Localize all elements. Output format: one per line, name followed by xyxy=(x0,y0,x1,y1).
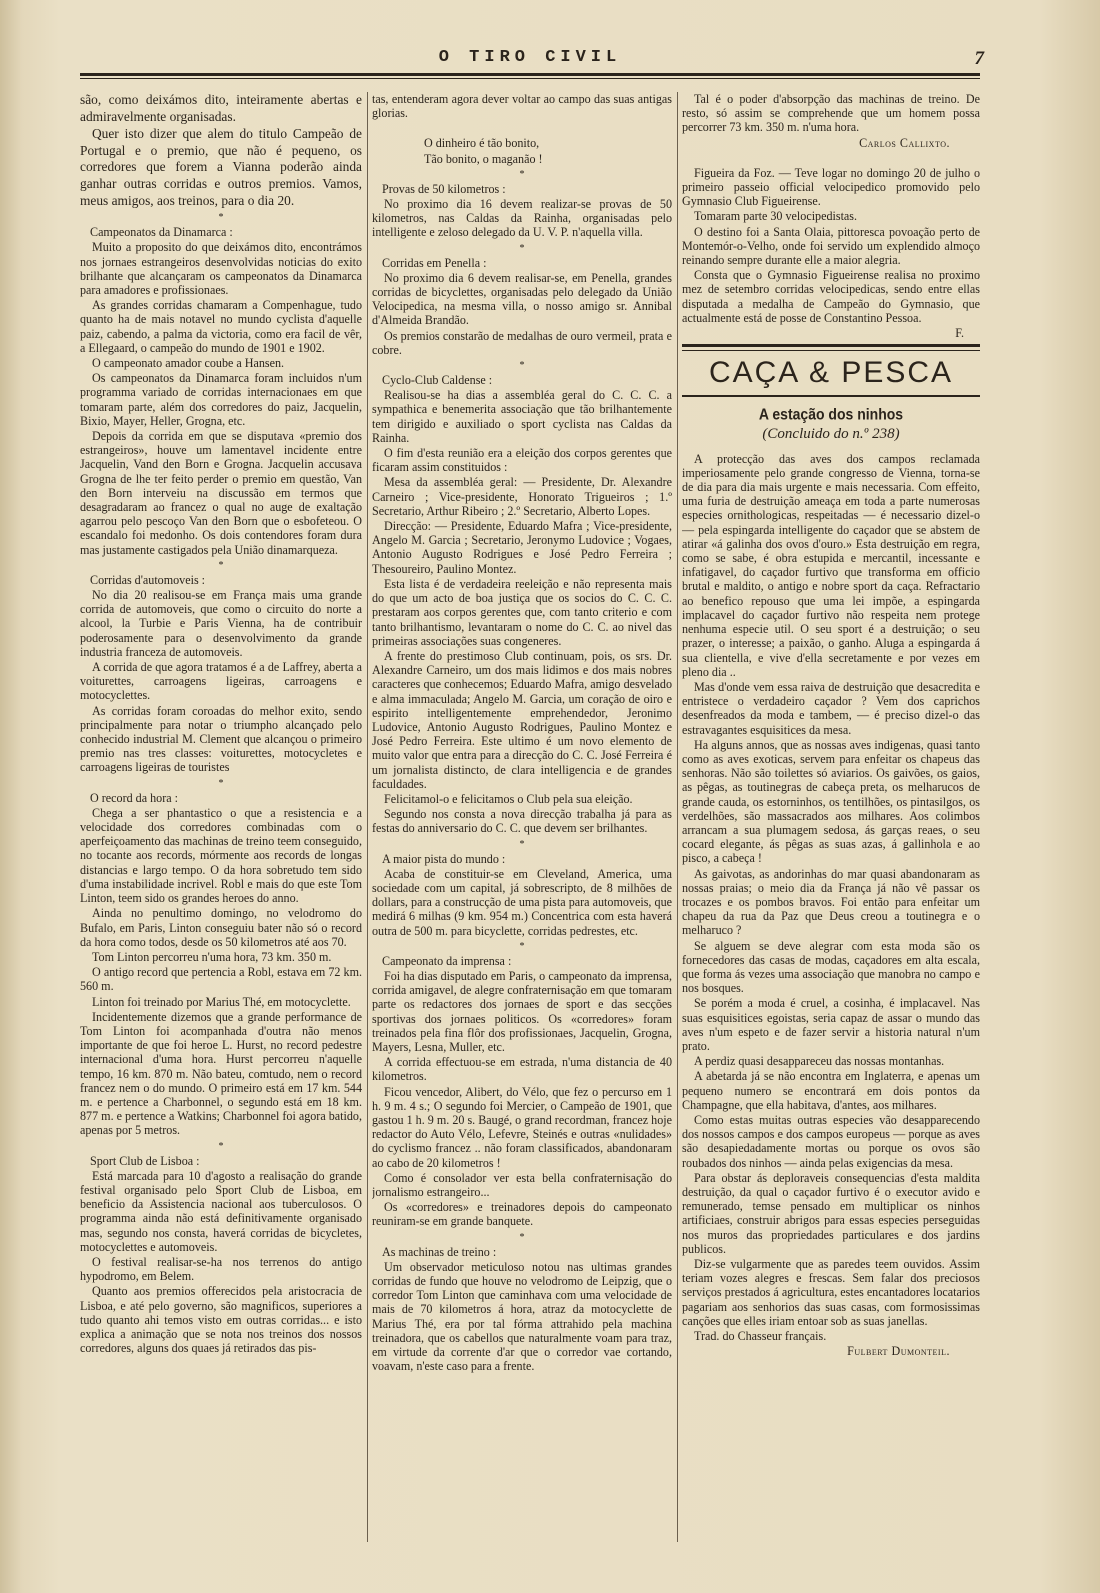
paragraph: Mas d'onde vem essa raiva de destruição que desacredita e entristece o verdadeiro caçador ? Vem dos caprichos desenfreados da moda e tambem, — é preciso dizel-o das estravagantes esquisitices da mesa. xyxy=(682,679,980,737)
paragraph: Ha alguns annos, que as nossas aves indigenas, quasi tanto como as aves exoticas, servem para enfeitar os chapeus das senhoras. Não são toilettes só aviarios. Os gaivões, os gaios, as pêgas, as toutinegras de cabeça preta, os melharucos de grande cauda, os estorninhos, os tentilhões, os pintasilgos, os verdelhões, são massacrados aos milhares. Aos colimbos arrancam a sua plumagem sedosa, ás garças reaes, o seu cocard elegante, ás pêgas as suas azas, á gallinhola e ao pisco, a cabeça ! xyxy=(682,737,980,866)
paragraph: A perdiz quasi desappareceu das nossas montanhas. xyxy=(694,1054,945,1069)
paragraph: Direcção: — Presidente, Eduardo Mafra ; Vice-presidente, Angelo M. Garcia ; Secretario, Jeronymo Ludovice ; Vogaes, Antonio Augusto Rodrigues e José Pedro Ferreira ; Thesoureiro, Paulino Montez. xyxy=(372,519,672,576)
paragraph: Felicitamol-o e felicitamos o Club pela sua eleição. xyxy=(384,791,633,806)
section-separator: * xyxy=(519,242,525,254)
section-separator: * xyxy=(519,940,525,952)
paragraph: Segundo nos consta a nova direcção trabalha já para as festas do anniversario do C. C. que devem ser brilhantes. xyxy=(372,807,672,836)
section-heading: Campeonatos da Dinamarca : xyxy=(90,225,233,240)
paragraph: Acaba de constituir-se em Cleveland, America, uma sociedade com um capital, já sobrescripto, de 8 milhões de dollars, para a construcção de uma pista para automoveis, que medirá 6 milhas (9 km. 954 m.) Concentrica com esta haverá outra de 500 m. para bicyclette, corridas pedrestes, etc. xyxy=(372,866,672,938)
section-heading: Provas de 50 kilometros : xyxy=(382,181,506,196)
section-heading: O record da hora : xyxy=(90,790,178,805)
section-heading: As machinas de treino : xyxy=(382,1244,497,1259)
column-divider xyxy=(367,92,368,1542)
verse-line: Tão bonito, o maganão ! xyxy=(424,151,543,166)
section-separator: * xyxy=(519,168,525,180)
paragraph: A corrida de que agora tratamos é a de Laffrey, aberta a voiturettes, carroagens ligeiras, carroagens e motocyclettes. xyxy=(80,660,362,703)
section-rule xyxy=(682,395,980,397)
paragraph: Incidentemente dizemos que a grande performance de Tom Linton foi acompanhada d'outra não menos importante de que foi heroe L. Hurst, no record pedestre internacional d'uma hora. Hurst percorreu n'aquelle tempo, 16 km. 870 m. Não bateu, comtudo, nem o record francez nem o do mundo. O primeiro está em 17 km. 544 m. e pertence a Charbonnel, o segundo está em 18 km. 877 m. e pertence a Watkins; Charbonnel foi agora batido, apenas por 5 metros. xyxy=(80,1009,362,1138)
column-3 xyxy=(682,92,980,1557)
header-rule-thin xyxy=(80,78,980,79)
section-separator: * xyxy=(218,212,224,224)
author-initial: F. xyxy=(955,326,964,341)
section-rule xyxy=(682,344,980,351)
paragraph: O antigo record que pertencia a Robl, estava em 72 km. 560 m. xyxy=(80,965,362,994)
paragraph: Se porém a moda é cruel, a cosinha, é implacavel. Nas suas esquisitices egoistas, seria capaz de assar o mundo das aves n'um espeto e de fazer servir a historia natural n'um prato. xyxy=(682,996,980,1053)
paragraph: No proximo dia 6 devem realisar-se, em Penella, grandes corridas de bicyclettes, organisadas pelo delegado da União Velocipedica, na mesma villa, o nosso amigo sr. Annibal d'Almeida Brandão. xyxy=(372,270,672,328)
paragraph: Os premios constarão de medalhas de ouro vermeil, prata e cobre. xyxy=(372,328,672,357)
paragraph: Foi ha dias disputado em Paris, o campeonato da imprensa, corrida amigavel, de alegre confraternisação em que tomaram parte os redactores dos jornaes de sport e das secções sportivas dos jornaes politicos. Os «corredores» foram treinados pela fina flôr dos profissionaes, Jacquelin, Grogna, Mayers, Lesna, Muller, etc. xyxy=(372,968,672,1054)
header-rule-thick xyxy=(80,73,980,76)
paragraph: Figueira da Foz. — Teve logar no domingo 20 de julho o primeiro passeio official velocipedico promovido pelo Gymnasio Club Figueirense. xyxy=(682,165,980,209)
section-heading: A maior pista do mundo : xyxy=(382,851,506,866)
verse-line: O dinheiro é tão bonito, xyxy=(424,136,540,151)
paragraph: O destino foi a Santa Olaia, pittoresca povoação perto de Montemór-o-Velho, onde foi servido um explendido almoço reinando sempre durante elle a maior alegria. xyxy=(682,224,980,268)
paragraph: Como é consolador ver esta bella confraternisação do jornalismo estrangeiro... xyxy=(372,1170,672,1200)
paragraph: O campeonato amador coube a Hansen. xyxy=(92,355,285,370)
section-heading: Cyclo-Club Caldense : xyxy=(382,373,493,388)
paragraph: são, como deixámos dito, inteiramente abertas e admiravelmente organisadas. xyxy=(80,92,362,124)
paragraph: Chega a ser phantastico o que a resistencia e a velocidade dos corredores combinadas com o aperfeiçoamento das machinas de treino teem conseguido, no tocante aos records, mórmente aos records de longas distancias e largo tempo. O da hora sobretudo tem sido d'uma instabilidade incrivel. Robl e mais do que este Tom Linton, teem sido os grandes heroes do anno. xyxy=(80,805,362,906)
paragraph: Para obstar ás deploraveis consequencias d'esta maldita destruição, da qual o caçador furtivo é o executor avido e remunerado, temse pensado em multiplicar os ninhos artificiaes, construir abrigos para essas especies perseguidas nos muros das propriedades particulares e dos jardins publicos. xyxy=(682,1170,980,1256)
paragraph: A corrida effectuou-se em estrada, n'uma distancia de 40 kilometros. xyxy=(372,1055,672,1084)
paragraph: Tal é o poder d'absorpção das machinas de treino. De resto, só assim se comprehende que um homem possa percorrer 73 km. 350 m. n'uma hora. xyxy=(682,92,980,135)
section-heading: Campeonato da imprensa : xyxy=(382,953,512,968)
paragraph: A frente do prestimoso Club continuam, pois, os srs. Dr. Alexandre Carneiro, um dos mais lidimos e dos mais nobres caracteres que conhecemos; Eduardo Mafra, amigo desvelado e alma immaculada; Angelo M. Garcia, um coração de oiro e espirito intelligentemente emprehendedor, Jeronimo Ludovice, Antonio Augusto Rodrigues, Paulino Montez e José Pedro Ferreira. Este ultimo é um novo elemento de muito valor que entra para a direcção do C. C. José Ferreira é um jornalista distincto, de clara intelligencia e de grandes faculdades. xyxy=(372,648,672,791)
paragraph: Tom Linton percorreu n'uma hora, 73 km. 350 m. xyxy=(92,949,332,964)
paragraph: Linton foi treinado por Marius Thé, em motocyclette. xyxy=(92,994,351,1009)
paragraph: A abetarda já se não encontra em Inglaterra, e apenas um pequeno numero se encontrará em dois pontos da Champagne, que ella habitava, d'antes, aos milhares. xyxy=(682,1069,980,1112)
paragraph: Consta que o Gymnasio Figueirense realisa no proximo mez de setembro corridas velocipedicas, sendo entre ellas disputada a medalha de Campeão do Gymnasio, que actualmente está de posse de Constantino Pessoa. xyxy=(682,268,980,325)
paragraph: Quer isto dizer que alem do titulo Campeão de Portugal e o premio, que não é pequeno, os corredores que forem a Vianna poderão ainda ganhar outras corridas e outros premios. Vamos, meus amigos, aos treinos, para o dia 20. xyxy=(80,126,362,208)
paragraph: Depois da corrida em que se disputava «premio dos estrangeiros», houve um lamentavel incidente entre Jacquelin, Vand den Born e Grogna. Jacquelin accusava Grogna de lhe ter feito perder o premio em questão, Van den Born interveiu na discussão em termos que desagradaram ao francez o qual no auge de exaltação agarrou pelo pescoço Van den Born que o esbofeteou. O escandalo foi medonho. Os dois contendores foram dura mas justamente castigados pela União dinamarqueza. xyxy=(80,429,362,557)
paragraph: O festival realisar-se-ha nos terrenos do antigo hypodromo, em Belem. xyxy=(80,1254,362,1284)
paragraph: Muito a proposito do que deixámos dito, encontrámos nos jornaes estrangeiros desenvolvidas noticias do exito brilhante que alcançaram os campeonatos da Dinamarca para amadores e profissionaes. xyxy=(80,240,362,297)
paragraph: No dia 20 realisou-se em França mais uma grande corrida de automoveis, que como o circuito do norte a alcool, la Turbie e Paris Vienna, ha de contribuir poderosamente para o desenvolvimento da grande industria franceza de automoveis. xyxy=(80,588,362,659)
paragraph: As grandes corridas chamaram a Compenhague, tudo quanto ha de mais notavel no mundo cyclista d'aquelle paiz, cabendo, a palma da victoria, como era facil de vêr, a Ellegaard, o campeão do mundo de 1901 e 1902. xyxy=(80,298,362,355)
paragraph: Mesa da assembléa geral: — Presidente, Dr. Alexandre Carneiro ; Vice-presidente, Honorato Trigueiros ; 1.º Secretario, Arthur Ribeiro ; 2.º Secretario, Alberto Lopes. xyxy=(372,475,672,518)
article-title: A estação dos ninhos xyxy=(758,405,904,424)
paragraph: Diz-se vulgarmente que as paredes teem ouvidos. Assim teriam vozes alegres e frescas. Sem falar dos preciosos serviços prestados á agricultura, estes encantadores locatarios pagariam aos senhorios das suas casas, com formosissimas canções que elles iriam entoar sob as suas janellas. xyxy=(682,1257,980,1328)
column-2 xyxy=(372,92,672,1557)
paragraph: Realisou-se ha dias a assembléa geral do C. C. C. a sympathica e benemerita associação que tão brilhantemente tem dirigido e auxiliado o sport cyclista nas Caldas da Rainha. xyxy=(372,388,672,445)
paragraph: Esta lista é de verdadeira reeleição e não representa mais do que um acto de boa justiça que os socios do C. C. C. prestaram aos corpos gerentes que, com tanto criterio e com tanto brilhantismo, levantaram o nome do C. C. ao nivel das primeiras associações suas congeneres. xyxy=(372,576,672,648)
paragraph: Se alguem se deve alegrar com esta moda são os fornecedores das casas de modas, caçadores em alta escala, que forma ás vezes uma associação que manobra no campo e nos bosques. xyxy=(682,938,980,996)
section-title: CAÇA & PESCA xyxy=(708,356,954,390)
newspaper-title: O TIRO CIVIL xyxy=(438,48,622,67)
section-separator: * xyxy=(519,1231,525,1243)
paragraph: Tomaram parte 30 velocipedistas. xyxy=(694,209,858,224)
column-divider xyxy=(677,92,678,1542)
paragraph: A protecção das aves dos campos reclamada imperiosamente pelo grande congresso de Vienna, torna-se de dia para dia mais urgente e mais necessaria. Com effeito, uma furia de destruição ameaça em toda a parte numerosas especies ornithologicas, respeitadas — é necessario dizel-o — pela espingarda intelligente do caçador que se abstem de atirar «á galinha dos ovos d'ouro.» Esta destruição em regra, como se sabe, é obra estupida e mercantil, incessante e infatigavel, do caçador furtivo que transforma em officio brutal e maldito, o antigo e nobre sport da caça. Refractario ao benefico repouso que uma lei impõe, a espingarda implacavel do caçador furtivo não respeita nem protege nenhuma especie util. O seu sport é a destruição; o seu prazer, o interesse; a paixão, o ganho. Aluga a espingarda á sua clientella, e vive d'ella secretamente e por vezes em pleno dia .. xyxy=(682,451,980,679)
translation-credit: Trad. do Chasseur français. xyxy=(694,1329,827,1344)
paragraph: Ainda no penultimo domingo, no velodromo do Bufalo, em Paris, Linton conseguiu bater não só o record da hora como todos, desde os 50 kilometros até aos 70. xyxy=(80,906,362,949)
paragraph: Os «corredores» e treinadores depois do campeonato reuniram-se em grande banquete. xyxy=(372,1200,672,1229)
paragraph: Como estas muitas outras especies vão desapparecendo dos nossos campos e dos campos europeus — porque as aves são desapiedadamente mortas ou porque os ovos são roubados dos ninhos — ainda pelas exigencias da mesa. xyxy=(682,1113,980,1170)
section-separator: * xyxy=(519,838,525,850)
paragraph: tas, entenderam agora dever voltar ao campo das suas antigas glorias. xyxy=(372,92,672,121)
author-signature: Carlos Callixto. xyxy=(859,135,950,150)
section-heading: Corridas d'automoveis : xyxy=(90,572,206,587)
paragraph: Ficou vencedor, Alibert, do Vélo, que fez o percurso em 1 h. 9 m. 4 s.; O segundo foi Mercier, o Campeão de 1901, que gastou 1 h. 9 m. 20 s. Baugé, o grand recordman, francez hoje redactor do Auto Vélo, Lefevre, Steinés e outras «nulidades» do cyclismo francez .. não foram classificados, abandonaram ao cabo de 20 kilometros ! xyxy=(372,1084,672,1170)
section-separator: * xyxy=(218,777,224,789)
page-number: 7 xyxy=(974,48,984,69)
section-separator: * xyxy=(218,1140,224,1152)
author-signature: Fulbert Dumonteil. xyxy=(847,1344,950,1359)
paragraph: Está marcada para 10 d'agosto a realisação do grande festival organisado pelo Sport Club de Lisboa, em beneficio da Assistencia nacional aos tuberculosos. O programma ainda não está definitivamente organisado mas, segundo nos consta, haverá corridas de bicycletes, motocyclettes e automoveis. xyxy=(80,1168,362,1254)
section-separator: * xyxy=(519,360,525,372)
column-1 xyxy=(80,92,362,1557)
paragraph: Os campeonatos da Dinamarca foram incluidos n'um programma variado de corridas internacionaes em que tomaram parte, além dos corredores do paiz, Jacquelin, Bixio, Mayer, Heller, Grogna, etc. xyxy=(80,371,362,428)
section-separator: * xyxy=(218,559,224,571)
paragraph: As corridas foram coroadas do melhor exito, sendo principalmente para notar o triumpho alcançado pelo conhecido industrial M. Clement que alcançou o primeiro premio nas tres classes: voiturettes, motocycletes e carroagens ligeiras de touristes xyxy=(80,703,362,775)
paragraph: Quanto aos premios offerecidos pela aristocracia de Lisboa, e até pelo governo, são magnificos, superiores a tudo quanto ahi temos visto em outras corridas... e isto explica a animação que se nota nos treinos dos nossos corredores, alguns dos quaes já retirados das pis- xyxy=(80,1284,362,1356)
section-heading: Corridas em Penella : xyxy=(382,255,487,270)
article-subtitle: (Concluido do n.º 238) xyxy=(762,426,900,443)
paragraph: Um observador meticuloso notou nas ultimas grandes corridas de fundo que houve no velodromo de Leipzig, que o corredor Tom Linton que caminhava com uma velocidade de mais de 70 kilometros á hora, atraz da motocyclette de Marius Thé, era por tal fórma attrahido pela machina treinadora, que os cabellos que naturalmente voam para traz, em virtude da corrente d'ar que o corredor vae cortando, voavam, n'este caso para a frente. xyxy=(372,1259,672,1374)
page-header xyxy=(80,48,984,70)
paragraph: No proximo dia 16 devem realizar-se provas de 50 kilometros, nas Caldas da Rainha, organisadas pelo intelligente e zeloso delegado da U. V. P. n'aquella villa. xyxy=(372,197,672,240)
paragraph: As gaivotas, as andorinhas do mar quasi abandonaram as nossas praias; o meio dia da França já não vê passar os trocazes e os pombos bravos. Foi então para enfeitar um chapeu da rua da Paz que Deus creou a toutinegra e o melharuco ? xyxy=(682,866,980,938)
section-heading: Sport Club de Lisboa : xyxy=(90,1153,200,1168)
paragraph: O fim d'esta reunião era a eleição dos corpos gerentes que ficaram assim constituidos : xyxy=(372,446,672,475)
